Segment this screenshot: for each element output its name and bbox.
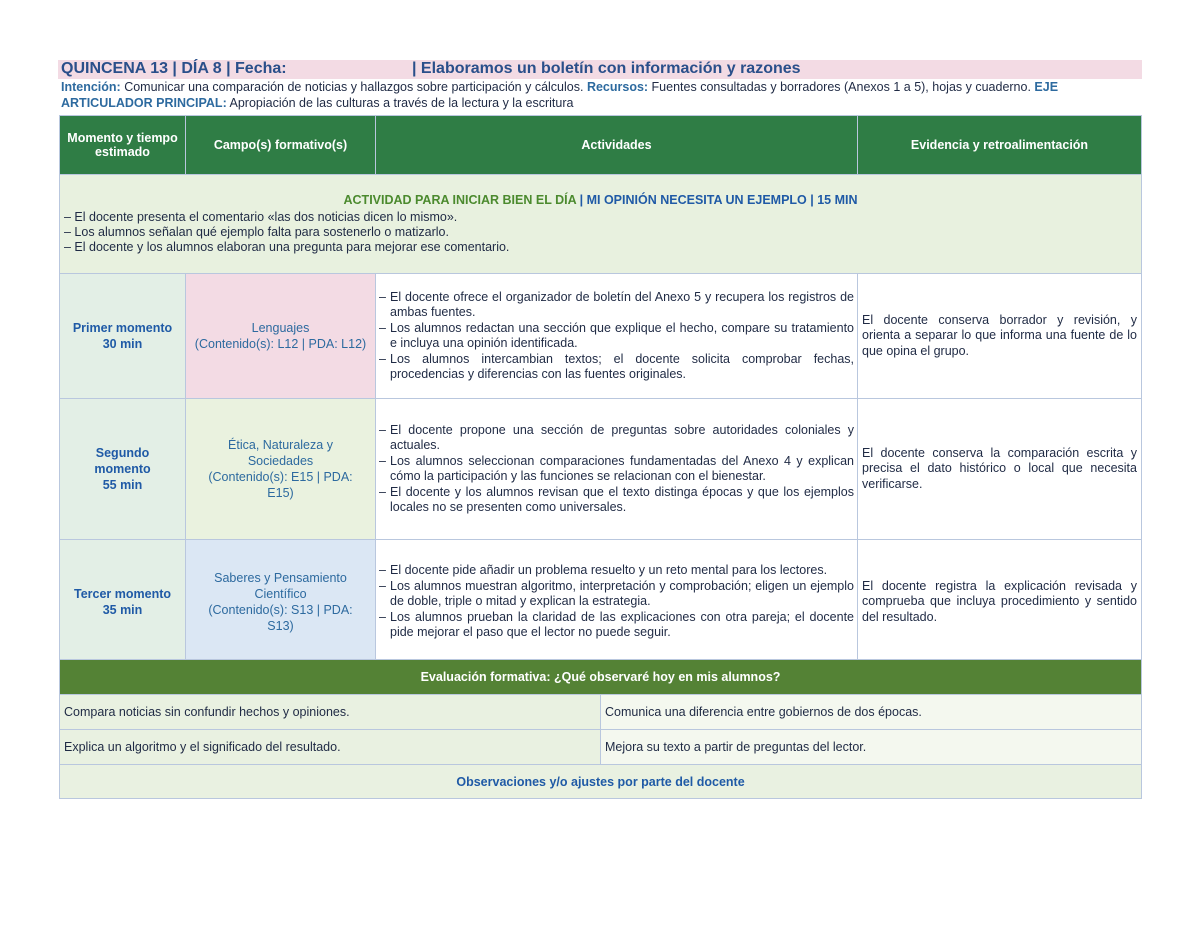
header-momento: Momento y tiempo estimado [60, 116, 186, 175]
field-content: (Contenido(s): E15 | PDA: E15) [208, 470, 353, 500]
activity-item: – El docente y los alumnos revisan que el texto distinga épocas y que los ejemplos locales no se presenten como universales. [379, 484, 854, 514]
evidence-cell: El docente registra la explicación revisada y comprueba que incluya procedimiento y sentido del resultado. [858, 540, 1142, 665]
activity-item: – Los alumnos muestran algoritmo, interpretación y comprobación; eligen un ejemplo de doble, triple o mitad y explican la estrategia. [379, 578, 854, 609]
evaluation-item: Explica un algoritmo y el significado del resultado. [60, 730, 601, 765]
activity-item: – El docente ofrece el organizador de boletín del Anexo 5 y recupera los registros de ambas fuentes. [379, 289, 854, 319]
opening-item: – El docente y los alumnos elaboran una pregunta para mejorar ese comentario. [64, 240, 510, 254]
intencion-label: Intención: [61, 80, 121, 94]
evaluation-header-row [60, 660, 1142, 695]
header-actividades: Actividades [376, 116, 858, 175]
opening-item: – El docente presenta el comentario «las dos noticias dicen lo mismo». [64, 210, 458, 224]
evaluation-item: Compara noticias sin confundir hechos y opiniones. [60, 695, 601, 730]
recursos-label: Recursos: [586, 80, 649, 94]
table-row [60, 274, 1142, 399]
activity-item: – Los alumnos seleccionan comparaciones fundamentadas del Anexo 4 y explican cómo la participación y las funciones se relacionan con el bienestar. [379, 453, 854, 483]
field-cell [186, 274, 376, 399]
opening-title-b: | MI OPINIÓN NECESITA UN EJEMPLO | 15 MIN [576, 193, 858, 207]
moment-time: 55 min [102, 478, 143, 492]
field-name: Ética, Naturaleza y Sociedades [228, 438, 333, 468]
evaluation-row [60, 730, 1142, 765]
opening-title [64, 193, 1137, 208]
evidence-cell: El docente conserva borrador y revisión, y orienta a separar lo que informa una fuente de lo que opina el grupo. [858, 274, 1142, 399]
moment-cell [60, 274, 186, 399]
observations-label: Observaciones y/o ajustes por parte del docente [60, 765, 1142, 799]
activities-cell [376, 540, 858, 665]
opening-title-a: ACTIVIDAD PARA INICIAR BIEN EL DÍA [343, 193, 577, 207]
page-title-left: QUINCENA 13 | DÍA 8 | Fecha: [61, 60, 287, 77]
moment-cell [60, 399, 186, 540]
moment-time: 35 min [102, 603, 143, 617]
activity-item: – Los alumnos redactan una sección que explique el hecho, compare su tratamiento e incluya una opinión identificada. [379, 320, 854, 350]
activity-item: – El docente pide añadir un problema resuelto y un reto mental para los lectores. [379, 563, 828, 578]
eje-label: EJE ARTICULADOR PRINCIPAL: [61, 80, 1059, 110]
field-name: Saberes y Pensamiento Científico [214, 571, 347, 601]
activity-item: – Los alumnos prueban la claridad de las explicaciones con otra pareja; el docente pide mejorar el paso que el lector no puede seguir. [379, 609, 854, 640]
evaluation-title: Evaluación formativa: ¿Qué observaré hoy en mis alumnos? [60, 660, 1142, 695]
activity-item: – Los alumnos intercambian textos; el docente solicita comprobar fechas, procedencias y diferencias con las fuentes originales. [379, 351, 854, 381]
recursos-text: Fuentes consultadas y borradores (Anexos 1 a 5), hojas y cuaderno. [648, 80, 1035, 94]
evidence-cell: El docente conserva la comparación escrita y precisa el dato histórico o local que necesita verificarse. [858, 399, 1142, 540]
evaluation-item: Mejora su texto a partir de preguntas del lector. [601, 730, 1142, 765]
page-title-right: | Elaboramos un boletín con información y razones [412, 60, 801, 77]
field-content: (Contenido(s): S13 | PDA: S13) [208, 603, 353, 633]
field-content: (Contenido(s): L12 | PDA: L12) [194, 337, 367, 351]
eje-text: Apropiación de las culturas a través de la lectura y la escritura [226, 96, 574, 110]
opening-row [60, 175, 1142, 274]
moment-cell [60, 540, 186, 665]
activities-table [59, 115, 1142, 665]
field-cell [186, 399, 376, 540]
header-evidencia: Evidencia y retroalimentación [858, 116, 1142, 175]
moment-label: Primer momento [72, 321, 173, 335]
header-campo: Campo(s) formativo(s) [186, 116, 376, 175]
table-header-row [60, 116, 1142, 175]
moment-label: Segundo momento [94, 446, 151, 476]
evaluation-item: Comunica una diferencia entre gobiernos de dos épocas. [601, 695, 1142, 730]
activity-item: – El docente propone una sección de preguntas sobre autoridades coloniales y actuales. [379, 422, 854, 452]
activities-cell [376, 399, 858, 540]
table-row [60, 399, 1142, 540]
evaluation-footer-row [60, 765, 1142, 799]
opening-item: – Los alumnos señalan qué ejemplo falta para sostenerlo o matizarlo. [64, 225, 449, 239]
activities-cell [376, 274, 858, 399]
evaluation-row [60, 695, 1142, 730]
table-row [60, 540, 1142, 665]
field-name: Lenguajes [251, 321, 310, 335]
moment-label: Tercer momento [73, 587, 171, 601]
field-cell [186, 540, 376, 665]
moment-time: 30 min [102, 337, 143, 351]
opening-cell [60, 175, 1142, 274]
intention-paragraph [61, 79, 1143, 111]
intencion-text: Comunicar una comparación de noticias y hallazgos sobre participación y cálculos. [120, 80, 587, 94]
evaluation-table [59, 659, 1142, 799]
